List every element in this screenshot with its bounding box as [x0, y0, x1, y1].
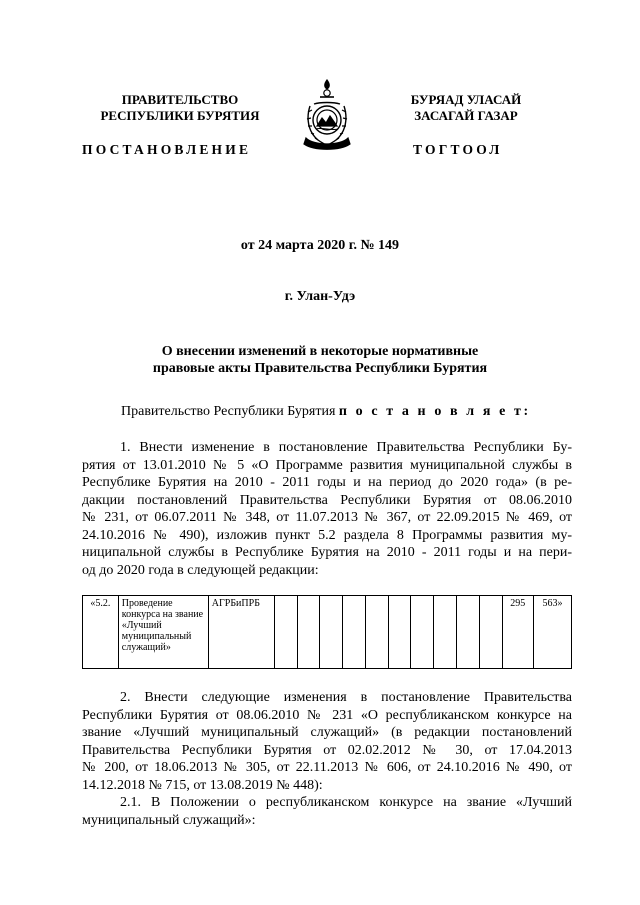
table-cell-empty	[457, 596, 480, 669]
table-cell-empty	[343, 596, 366, 669]
header-left-line2: РЕСПУБЛИКИ БУРЯТИЯ	[100, 108, 260, 123]
paragraph-1	[82, 439, 572, 579]
paragraph-line: 24.10.2016 № 490), изложив пункт 5.2 раздела 8 Программы развития му-	[82, 527, 572, 543]
header-right	[358, 92, 574, 124]
table-cell-empty	[434, 596, 457, 669]
table-cell-empty	[411, 596, 434, 669]
table-cell-empty	[297, 596, 320, 669]
paragraph-line: 14.12.2018 № 715, от 13.08.2019 № 448):	[82, 777, 323, 793]
header-left-title: ПОСТАНОВЛЕНИЕ	[82, 142, 252, 157]
paragraph-line: од до 2020 года в следующей редакции:	[82, 562, 319, 578]
document-date-number: от 24 марта 2020 г. № 149	[240, 238, 400, 253]
table-cell-name: Проведение конкурса на звание «Лучший муниципальный служащий»	[118, 596, 208, 669]
coat-of-arms-icon	[298, 76, 356, 152]
paragraph-line: 2.1. В Положении о республиканском конкурсе на звание «Лучший	[120, 795, 572, 810]
header-right-title: ТОГТООЛ	[413, 142, 503, 157]
paragraph-line: № 231, от 06.07.2011 № 348, от 11.07.2013 № 367, от 22.09.2015 № 469, от	[82, 510, 572, 525]
table-cell-value-2: 563»	[533, 596, 571, 669]
table-cell-empty	[274, 596, 297, 669]
table-cell-value-1: 295	[502, 596, 533, 669]
paragraph-line: дакции постановлений Правительства Республики Бурятия от 08.06.2010	[82, 492, 572, 508]
paragraph-line: Правительства Республики Бурятия от 02.02.2012 № 30, от 17.04.2013	[82, 742, 572, 758]
paragraph-line: № 200, от 18.06.2013 № 305, от 22.11.2013 № 606, от 24.10.2016 № 490, от	[82, 760, 572, 775]
paragraph-line: Республики Бурятия от 08.06.2010 № 231 «О республиканском конкурсе на	[82, 707, 572, 723]
paragraph-line: муниципальный служащий»:	[82, 812, 256, 828]
preamble-verb: п о с т а н о в л я е т:	[338, 404, 531, 419]
paragraph-2-1	[82, 794, 572, 829]
table-cell-empty	[479, 596, 502, 669]
paragraph-line: 2. Внести следующие изменения в постановление Правительства	[120, 690, 572, 705]
table-cell-number: «5.2.	[83, 596, 119, 669]
paragraph-line: ниципальной службы в Республике Бурятия на 2010 - 2011 годы и на пери-	[82, 545, 572, 560]
paragraph-line: 1. Внести изменение в постановление Правительства Республики Бу-	[120, 440, 572, 455]
program-table	[82, 595, 572, 669]
document-title-line2: правовые акты Правительства Республики Бурятия	[152, 361, 488, 376]
paragraph-2	[82, 689, 572, 794]
table-cell-empty	[320, 596, 343, 669]
paragraph-line: Республике Бурятия на 2010 - 2011 годы и на период до 2020 года» (в ре-	[82, 475, 572, 490]
header-left	[70, 92, 290, 124]
preamble	[121, 404, 531, 420]
document-title-line1: О внесении изменений в некоторые нормативные	[161, 344, 479, 359]
document-city: г. Улан-Удэ	[284, 289, 356, 304]
preamble-text: Правительство Республики Бурятия	[121, 404, 339, 419]
header-left-line1: ПРАВИТЕЛЬСТВО	[121, 92, 239, 107]
header-right-line1: БУРЯАД УЛАСАЙ	[410, 92, 522, 107]
paragraph-line: рятия от 13.01.2010 № 5 «О Программе развития муниципальной службы в	[82, 457, 572, 473]
table-cell-empty	[388, 596, 411, 669]
header-right-line2: ЗАСАГАЙ ГАЗАР	[414, 108, 518, 123]
paragraph-line: звание «Лучший муниципальный служащий» (в редакции постановлений	[82, 725, 572, 740]
table-cell-executor: АГРБиПРБ	[208, 596, 274, 669]
table-row	[83, 596, 572, 669]
table-cell-empty	[365, 596, 388, 669]
document-title	[0, 343, 640, 377]
